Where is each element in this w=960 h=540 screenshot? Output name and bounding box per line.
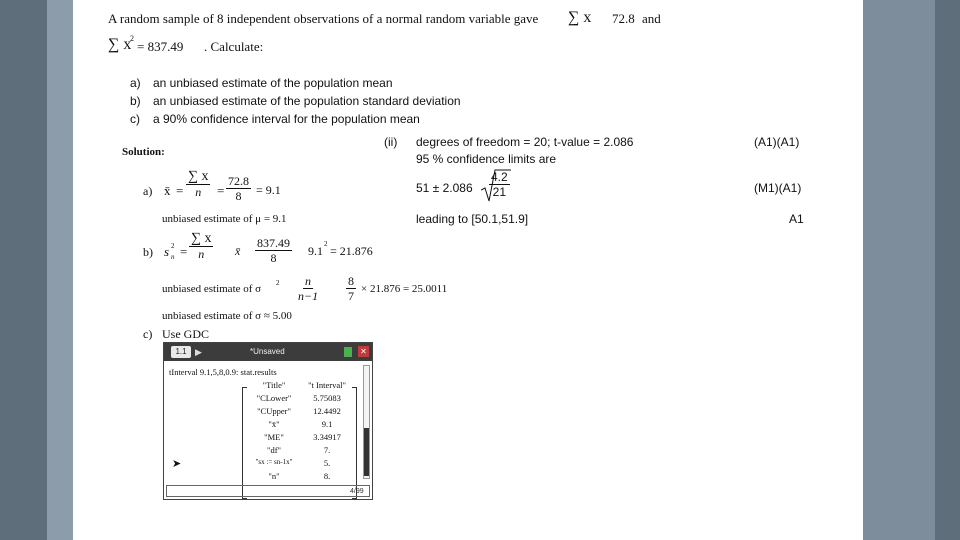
calculate-text: . Calculate: — [204, 39, 264, 54]
sol-a-xbar: x̄ — [164, 183, 171, 198]
sol-b-result-sup: 2 — [324, 240, 328, 248]
gdc-value: 5.75083 — [313, 393, 341, 403]
sol-b-caption1-sup: 2 — [276, 279, 280, 287]
sol-b-s-sup: 2 — [171, 242, 175, 250]
sol-a-result: = 9.1 — [256, 183, 281, 197]
sol-b-val-den: 8 — [270, 251, 277, 265]
part-c-text: a 90% confidence interval for the population mean — [153, 112, 420, 126]
sol-a-label: a) — [143, 184, 153, 198]
gdc-page-counter: 4/99 — [350, 488, 364, 495]
gdc-entry-line[interactable] — [166, 485, 370, 497]
solution-heading: Solution: — [122, 146, 165, 158]
left-frame-light — [47, 0, 73, 540]
sol-b-eq1: = — [180, 244, 188, 259]
gdc-body — [164, 361, 372, 483]
sol-a-val-num: 72.8 — [228, 174, 249, 188]
ms-line3: 51 ± 2.086 — [416, 181, 473, 195]
gdc-key: "x̄" — [268, 419, 280, 429]
gdc-title: *Unsaved — [250, 347, 285, 356]
gdc-matrix-right-bracket — [352, 387, 357, 499]
battery-icon — [344, 347, 352, 357]
gdc-key: "CUpper" — [257, 406, 291, 416]
sol-b-f1-den: n−1 — [298, 289, 319, 303]
gdc-titlebar — [164, 343, 372, 361]
sol-a-sum-fraction — [186, 170, 210, 199]
gdc-value: 8. — [323, 471, 331, 481]
ms-sqrt-num: 4.2 — [491, 170, 508, 184]
gdc-scrollbar[interactable] — [363, 365, 370, 479]
sol-a-sum-num: ∑ x — [188, 169, 209, 184]
part-c-label: c) — [130, 112, 140, 126]
sum-x-symbol: ∑ x — [568, 9, 592, 26]
sum-x-value: 72.8 — [612, 11, 635, 26]
gdc-key: "ME" — [264, 432, 284, 442]
question-line1: A random sample of 8 independent observations of a normal random variable gave — [108, 11, 539, 26]
close-icon[interactable]: ✕ — [358, 346, 369, 357]
pointer-cursor-icon: ➤ — [172, 458, 182, 470]
sol-b-f1-num: n — [305, 274, 312, 288]
part-a-text: an unbiased estimate of the population mean — [153, 76, 393, 90]
sol-b-label: b) — [143, 245, 153, 259]
ms-sqrt-fraction — [489, 170, 510, 199]
sum-x2-value: = 837.49 — [137, 39, 184, 54]
sol-b-caption2: unbiased estimate of σ ≈ 5.00 — [162, 310, 292, 322]
ms-sqrt-den: 21 — [492, 185, 507, 199]
gdc-value: 12.4492 — [313, 406, 341, 416]
left-frame-dark — [0, 0, 47, 540]
gdc-key: "CLower" — [256, 393, 292, 403]
sol-b-result: 9.1 — [308, 244, 323, 258]
gdc-key: "Title" — [262, 380, 286, 390]
gdc-tab-arrow-icon[interactable]: ▶ — [195, 347, 202, 357]
sol-b-minus: x̄ — [235, 244, 241, 258]
sol-b-n-fraction — [296, 274, 320, 303]
sol-b-value-fraction — [255, 236, 292, 265]
sol-b-sum-den: n — [198, 247, 205, 261]
sol-a-sum-den: n — [195, 185, 202, 199]
sum-x2-exp: 2 — [130, 34, 134, 43]
gdc-key: "sx := sn-1x" — [255, 458, 293, 466]
sol-c-label: c) — [143, 327, 153, 341]
sol-a-eq1: = — [176, 183, 184, 198]
ms-line1: degrees of freedom = 20; t-value = 2.086 — [416, 135, 634, 149]
sum-x2-symbol: ∑ x — [108, 36, 132, 53]
sol-b-87-fraction — [346, 274, 356, 303]
sol-b-s: s — [164, 244, 170, 259]
sol-a-eq2: = — [217, 183, 225, 198]
part-b-label: b) — [130, 94, 141, 108]
ms-line4: leading to [50.1,51.9] — [416, 212, 529, 226]
part-a-label: a) — [130, 76, 141, 90]
sol-b-s-sub: n — [171, 253, 175, 261]
sol-b-f2-den: 7 — [348, 289, 354, 303]
sol-b-caption1-tail: × 21.876 = 25.0011 — [361, 283, 448, 295]
gdc-value: 5. — [323, 458, 331, 468]
sol-b-val-num: 837.49 — [257, 236, 290, 250]
sol-b-caption1: unbiased estimate of σ — [162, 283, 262, 295]
gdc-scroll-thumb[interactable] — [364, 428, 369, 476]
gdc-value: 9.1 — [321, 419, 333, 429]
gdc-screenshot — [163, 342, 373, 500]
sol-b-result-tail: = 21.876 — [330, 244, 373, 258]
and-word: and — [642, 11, 661, 26]
ms-line2: 95 % confidence limits are — [416, 152, 557, 166]
sol-a-val-den: 8 — [235, 189, 242, 203]
sol-b-f2-num: 8 — [348, 274, 354, 288]
ms-line4-mark: A1 — [789, 212, 804, 226]
gdc-command: tInterval 9.1,5,8,0.9: stat.results — [169, 367, 277, 377]
sol-b-sum-fraction — [189, 232, 213, 261]
sol-a-caption: unbiased estimate of μ = 9.1 — [162, 213, 287, 225]
gdc-key: "df" — [266, 445, 282, 455]
gdc-matrix-left-bracket — [242, 387, 247, 499]
ms-line3-mark: (M1)(A1) — [754, 181, 802, 195]
right-frame-light — [863, 0, 935, 540]
ms-line1-mark: (A1)(A1) — [754, 135, 800, 149]
sol-a-value-fraction — [226, 174, 251, 203]
part-b-text: an unbiased estimate of the population standard deviation — [153, 94, 461, 108]
gdc-value: 7. — [323, 445, 331, 455]
gdc-value: 3.34917 — [313, 432, 341, 442]
sol-b-sum-num: ∑ x — [191, 231, 212, 246]
right-frame-dark — [935, 0, 960, 540]
ms-part: (ii) — [384, 135, 398, 149]
gdc-tab[interactable]: 1.1 — [171, 346, 191, 358]
sol-c-text: Use GDC — [162, 327, 209, 341]
gdc-key: "n" — [268, 471, 280, 481]
gdc-value: "t Interval" — [308, 380, 346, 390]
